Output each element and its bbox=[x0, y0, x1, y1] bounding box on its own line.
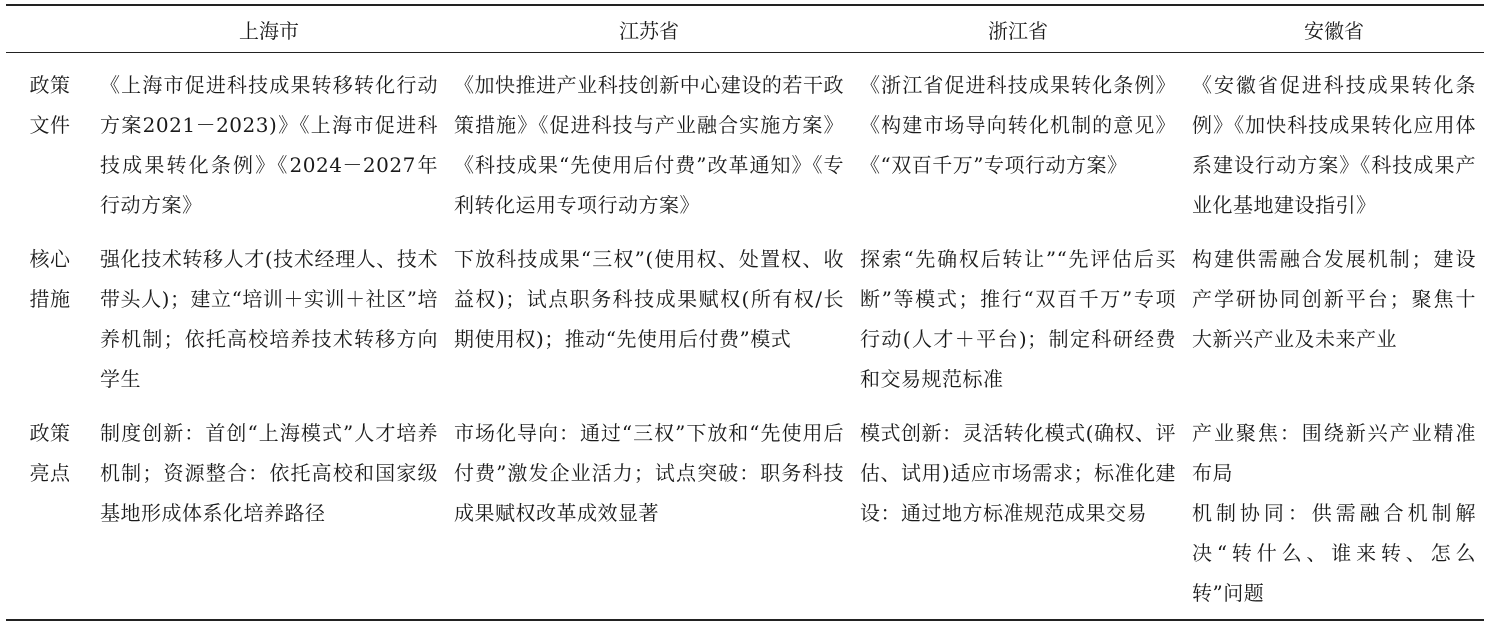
cell-text: 市场化导向：通过“三权”下放和“先使用后付费”激发企业活力；试点突破：职务科技成果赋权改革成效显著 bbox=[454, 421, 844, 525]
header-zhejiang: 浙江省 bbox=[988, 18, 1048, 43]
header-corner bbox=[6, 5, 92, 53]
header-anhui: 安徽省 bbox=[1304, 18, 1364, 43]
cell-text: 探索“先确权后转让”“先评估后买断”等模式；推行“双百千万”专项行动(人才＋平台)；制定科研经费和交易规范标准 bbox=[860, 247, 1176, 391]
cell-jiangsu-measures bbox=[446, 233, 852, 407]
cell-jiangsu-documents bbox=[446, 53, 852, 234]
cell-anhui-highlights bbox=[1184, 407, 1484, 620]
cell-shanghai-documents bbox=[92, 53, 446, 234]
cell-text: 《安徽省促进科技成果转化条例》《加快科技成果转化应用体系建设行动方案》《科技成果产业化基地建设指引》 bbox=[1192, 73, 1476, 217]
cell-text: 下放科技成果“三权”(使用权、处置权、收益权)；试点职务科技成果赋权(所有权/长期使用权)；推动“先使用后付费”模式 bbox=[454, 247, 844, 351]
cell-anhui-documents bbox=[1184, 53, 1484, 234]
cell-text: 构建供需融合发展机制；建设产学研协同创新平台；聚焦十大新兴产业及未来产业 bbox=[1192, 247, 1476, 351]
cell-shanghai-highlights bbox=[92, 407, 446, 620]
header-shanghai: 上海市 bbox=[239, 18, 299, 43]
header-jiangsu: 江苏省 bbox=[619, 18, 679, 43]
cell-text: 产业聚焦：围绕新兴产业精准布局 bbox=[1192, 421, 1476, 485]
cell-jiangsu-highlights bbox=[446, 407, 852, 620]
cell-zhejiang-highlights bbox=[852, 407, 1184, 620]
cell-text: 《加快推进产业科技创新中心建设的若干政策措施》《促进科技与产业融合实施方案》《科技成果“先使用后付费”改革通知》《专利转化运用专项行动方案》 bbox=[454, 73, 844, 217]
row-label-core-measures: 核心 措施 bbox=[29, 247, 71, 311]
cell-shanghai-measures bbox=[92, 233, 446, 407]
row-label-policy-documents: 政策 文件 bbox=[29, 73, 71, 137]
cell-text: 制度创新：首创“上海模式”人才培养机制；资源整合：依托高校和国家级基地形成体系化培养路径 bbox=[100, 421, 438, 525]
row-label-policy-highlights: 政策 亮点 bbox=[29, 421, 71, 485]
cell-text: 《上海市促进科技成果转移转化行动方案2021－2023)》《上海市促进科技成果转化条例》《2024－2027年行动方案》 bbox=[100, 73, 438, 217]
cell-text: 机制协同：供需融合机制解决“转什么、谁来转、怎么转”问题 bbox=[1192, 501, 1476, 605]
cell-text: 模式创新：灵活转化模式(确权、评估、试用)适应市场需求；标准化建设：通过地方标准规范成果交易 bbox=[860, 421, 1176, 525]
table-row bbox=[6, 407, 1484, 620]
policy-comparison-table bbox=[6, 4, 1484, 621]
cell-text: 《浙江省促进科技成果转化条例》《构建市场导向转化机制的意见》《“双百千万”专项行动方案》 bbox=[860, 73, 1176, 177]
table-header-row bbox=[6, 5, 1484, 53]
table-row bbox=[6, 233, 1484, 407]
table-row bbox=[6, 53, 1484, 234]
cell-text: 强化技术转移人才(技术经理人、技术带头人)；建立“培训＋实训＋社区”培养机制；依托高校培养技术转移方向学生 bbox=[100, 247, 438, 391]
cell-zhejiang-measures bbox=[852, 233, 1184, 407]
cell-anhui-measures bbox=[1184, 233, 1484, 407]
cell-zhejiang-documents bbox=[852, 53, 1184, 234]
